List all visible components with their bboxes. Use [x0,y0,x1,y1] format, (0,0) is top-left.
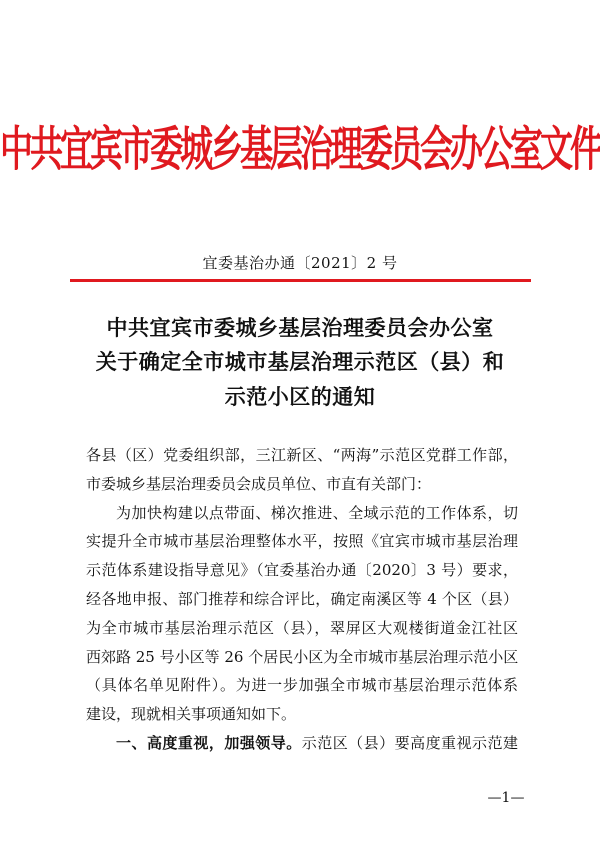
paragraph-line: 为全市城市基层治理示范区（县），翠屏区大观楼街道金江社区 [86,618,518,637]
paragraph-line: 经各地申报、部门推荐和综合评比，确定南溪区等 4 个区（县） [86,589,518,608]
notice-title-line-3: 示范小区的通知 [224,384,376,409]
section-1-line [86,729,518,758]
document-number: 宜委基治办通〔2021〕2 号 [202,254,398,272]
paragraph-line: 为加快构建以点带面、梯次推进、全域示范的工作体系，切 [116,503,518,522]
notice-title-line-1: 中共宜宾市委城乡基层治理委员会办公室 [106,315,494,340]
section-1-heading: 一、高度重视，加强领导。 [116,733,302,752]
paragraph-line: 实提升全市城市基层治理整体水平，按照《宜宾市城市基层治理 [86,532,518,551]
paragraph-line: （具体名单见附件）。为进一步加强全市城市基层治理示范体系 [86,676,518,695]
addressee-line: 市委城乡基层治理委员会成员单位、市直有关部门： [86,474,432,493]
paragraph-line: 建设，现就相关事项通知如下。 [86,705,297,724]
page-number: —1— [487,790,525,806]
addressee-line: 各县（区）党委组织部，三江新区、“两海”示范区党群工作部， [86,446,518,464]
section-1-text: 示范区（县）要高度重视示范建 [301,733,518,752]
document-body [86,441,518,758]
red-divider-line [70,279,531,282]
notice-title-line-2: 关于确定全市城市基层治理示范区（县）和 [95,349,505,374]
paragraph-line: 示范体系建设指导意见》（宜委基治办通〔2020〕3 号）要求， [86,561,518,580]
paragraph-line: 西郊路 25 号小区等 26 个居民小区为全市城市基层治理示范小区 [86,647,519,666]
masthead-title: 中共宜宾市委城乡基层治理委员会办公室文件 [0,119,600,177]
